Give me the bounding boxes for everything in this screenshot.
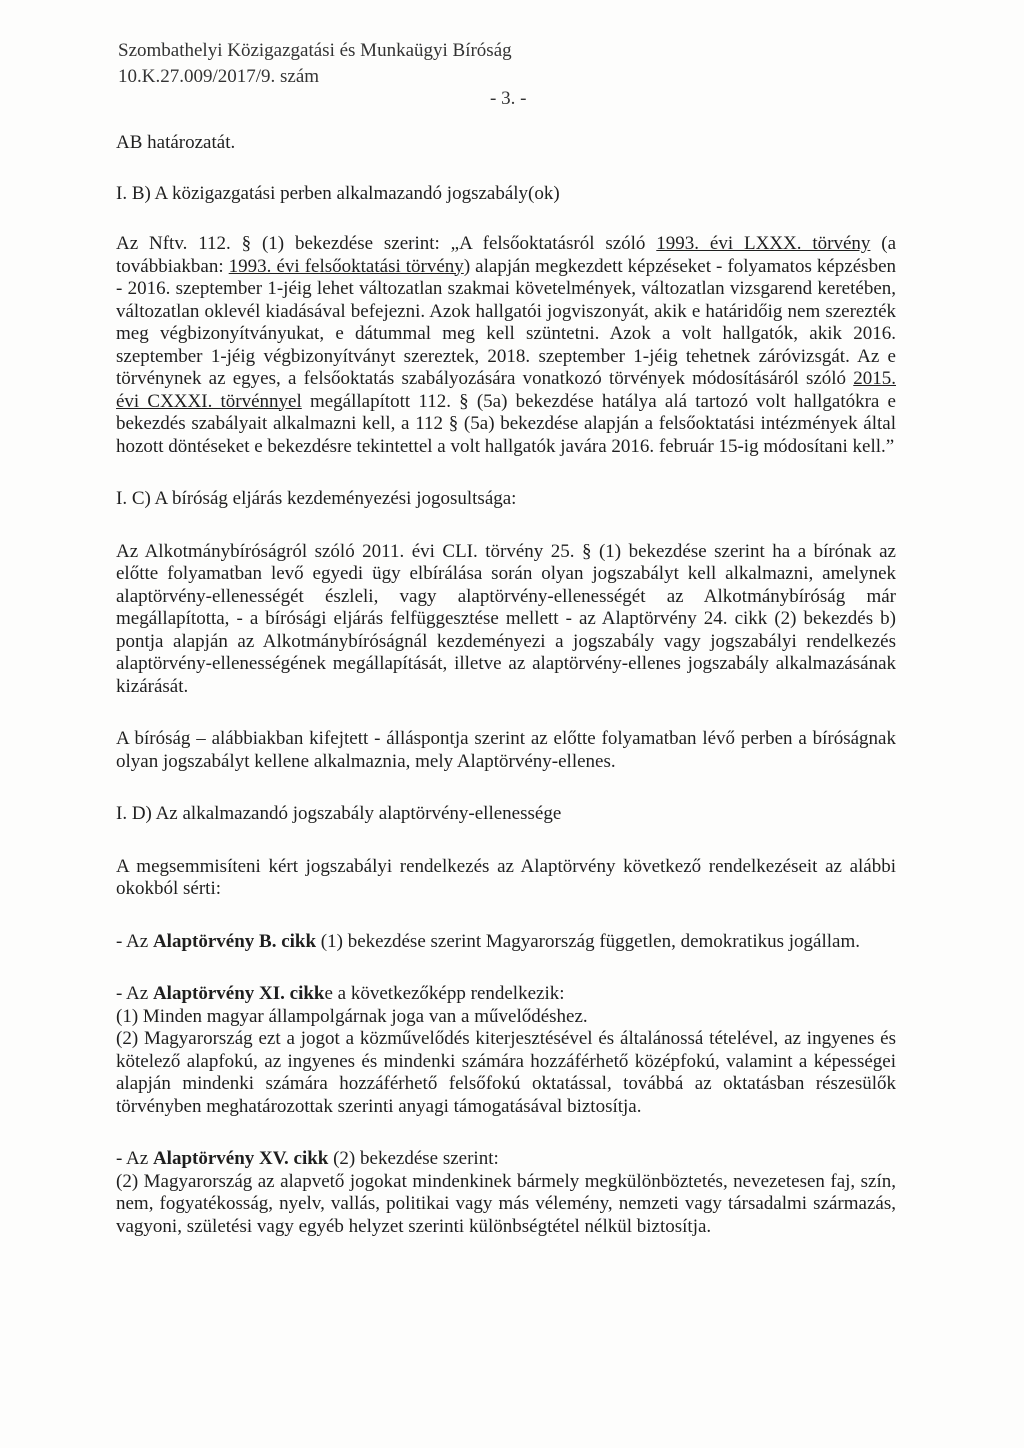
paragraph-text: ) alapján megkezdett képzéseket - folyamatos képzésben - 2016. szeptember 1-jéig lehet változatlan szakmai követelmények, változatlan vizsgarend keretében, változatlan oklevél kiadásával befejezni. Azok hallgatói jogviszonyát, akik e határidőig nem szerezték meg végbizonyítványukat, e dátummal meg kell szüntetni. Azok a volt hallgatók, akik 2016. szeptember 1-jéig végbizonyítványt szereztek, 2018. szeptember 1-jéig tehetnek záróvizsgát. Az e törvénynek az egyes, a felsőoktatás szabályozására vonatkozó törvények módosításáról szóló xyxy=(116,255,896,389)
paragraph-text: Az Nftv. 112. § (1) bekezdése szerint: „A felsőoktatásról szóló xyxy=(116,233,657,254)
court-name: Szombathelyi Közigazgatási és Munkaügyi Bíróság xyxy=(118,40,512,61)
paragraph-text: megállapított 112. § (5a) bekezdése hatálya alá tartozó volt hallgatókra e bekezdés szabályait alkalmazni kell, a 112 § (5a) bekezdése alapján a felsőoktatási intézmények által hozott döntéseket e bekezdésre tekintettel a volt hallgatók javára 2016. február 15-ig módosítani kell.” xyxy=(116,390,896,457)
paragraph-cikk-xv xyxy=(116,1148,896,1171)
paragraph-birosag-allaspont: A bíróság – alábbiakban kifejtett - álláspontja szerint az előtte folyamatban lévő perben a bíróságnak olyan jogszabályt kellene alkalmaznia, mely Alaptörvény-ellenes. xyxy=(116,728,896,772)
paragraph-text: e a következőképp rendelkezik: xyxy=(324,983,565,1004)
paragraph-nftv xyxy=(116,233,896,458)
case-number: 10.K.27.009/2017/9. szám xyxy=(118,66,320,87)
bold-reference: Alaptörvény XV. cikk xyxy=(152,1148,329,1169)
section-heading-d: I. D) Az alkalmazandó jogszabály alaptörvény-ellenessége xyxy=(116,803,562,824)
bold-reference: Alaptörvény XI. cikk xyxy=(152,983,325,1004)
paragraph-text: - Az xyxy=(116,1148,153,1169)
paragraph-cikk-xi xyxy=(116,983,896,1006)
cikk-xi-point-2: (2) Magyarország ezt a jogot a közművelődés kiterjesztésével és általánossá tételével, az ingyenes és kötelező alapfokú, az ingyenes és mindenki számára hozzáférhető középfokú, valamint a képességei alapján mindenki számára hozzáférhető felsőfokú oktatással, továbbá az oktatásban részesülők törvényben meghatározottak szerinti anyagi támogatásával biztosítja. xyxy=(116,1028,896,1117)
paragraph-ab: AB határozatát. xyxy=(116,132,236,153)
cikk-xv-point-2: (2) Magyarország az alapvető jogokat mindenkinek bármely megkülönböztetés, nevezetesen faj, szín, nem, fogyatékosság, nyelv, vallás, politikai vagy más vélemény, nemzeti vagy társadalmi származás, vagyoni, születési vagy egyéb helyzet szerinti különbségtétel nélkül biztosítja. xyxy=(116,1170,896,1237)
paragraph-megsemmisiteni: A megsemmisíteni kért jogszabályi rendelkezés az Alaptörvény következő rendelkezéseit az alábbi okokból sérti: xyxy=(116,855,896,899)
section-heading-c: I. C) A bíróság eljárás kezdeményezési jogosultsága: xyxy=(116,488,517,509)
paragraph-text: - Az xyxy=(116,930,153,952)
document-header xyxy=(118,38,512,90)
page-number: - 3. - xyxy=(490,88,527,109)
paragraph-text: - Az xyxy=(116,983,153,1004)
law-reference-link: 2015. évi CXXXI. törvénnyel xyxy=(116,368,896,412)
paragraph-cikk-b xyxy=(116,931,896,954)
bold-reference: Alaptörvény B. cikk xyxy=(152,930,317,952)
law-reference-link: 1993. évi LXXX. törvény xyxy=(656,233,871,254)
law-reference-link: 1993. évi felsőoktatási törvény xyxy=(228,255,464,277)
paragraph-text: (a továbbiakban: xyxy=(116,233,897,277)
paragraph-text: (2) bekezdése szerint: xyxy=(328,1148,499,1169)
document-body xyxy=(116,132,896,1238)
paragraph-text: (1) bekezdése szerint Magyarország független, demokratikus jogállam. xyxy=(316,930,860,952)
section-heading-b: I. B) A közigazgatási perben alkalmazandó jogszabály(ok) xyxy=(116,182,560,204)
paragraph-alkotmanybirosag: Az Alkotmánybíróságról szóló 2011. évi CLI. törvény 25. § (1) bekezdése szerint ha a bírónak az előtte folyamatban levő egyedi ügy elbírálása során olyan jogszabályt kell alkalmazni, amelynek alaptörvény-ellenességét észleli, vagy alaptörvény-ellenességét az Alkotmánybíróság már megállapította, - a bírósági eljárás felfüggesztése mellett - az Alaptörvény 24. cikk (2) bekezdés b) pontja alapján az Alkotmánybíróságnál kezdeményezi a jogszabály vagy jogszabályi rendelkezés alaptörvény-ellenességének megállapítását, illetve az alaptörvény-ellenes jogszabály alkalmazásának kizárását. xyxy=(116,540,896,697)
cikk-xi-point-1: (1) Minden magyar állampolgárnak joga van a művelődéshez. xyxy=(116,1005,588,1027)
